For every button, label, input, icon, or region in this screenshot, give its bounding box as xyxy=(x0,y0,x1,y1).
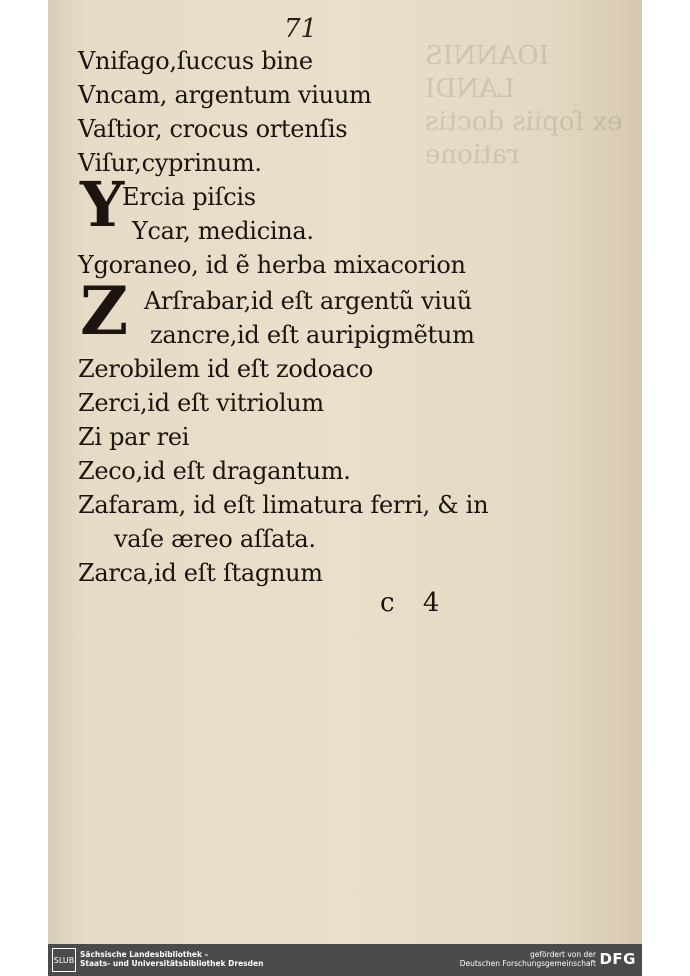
entry-line: Vncam, argentum viuum xyxy=(78,81,372,109)
funding-line-2: Deutschen Forschungsgemeinschaft xyxy=(459,959,596,968)
entry-line: Zi par rei xyxy=(78,423,190,451)
slub-logo-icon: SLUB xyxy=(52,948,76,972)
drop-cap-z: Z xyxy=(80,272,129,350)
library-line-1: Sächsische Landesbibliothek – xyxy=(80,950,209,959)
entry-line: Zeco,id eſt dragantum. xyxy=(78,457,351,485)
signature-mark: c 4 xyxy=(380,588,450,618)
page-number: 71 xyxy=(284,14,318,44)
entry-line: Viſur,cyprinum. xyxy=(78,149,262,177)
entry-line: Vnifago,ſuccus bine xyxy=(78,47,313,75)
footer-bar xyxy=(48,944,642,976)
entry-line: Zarca,id eſt ſtagnum xyxy=(78,559,323,587)
entry-line: Ygoraneo, id ẽ herba mixacorion xyxy=(78,251,466,279)
funding-credit xyxy=(460,950,596,968)
show-through-text: IOANNIS LANDI ex ſopiis doctis ratione xyxy=(424,41,622,170)
dfg-logo-icon: DFG xyxy=(599,950,636,968)
entry-line: Ercia piſcis xyxy=(122,183,256,211)
drop-cap-y: Y xyxy=(80,168,125,241)
library-credit xyxy=(80,950,263,968)
entry-line: Vaſtior, crocus ortenſis xyxy=(78,115,348,143)
entry-line: Zerci,id eſt vitriolum xyxy=(78,389,324,417)
library-line-2: Staats- und Universitätsbibliothek Dresden xyxy=(80,959,264,968)
entry-line: Zerobilem id eſt zodoaco xyxy=(78,355,374,383)
funding-line-1: gefördert von der xyxy=(530,950,596,959)
entry-line: vaſe æreo aſſata. xyxy=(114,525,316,553)
entry-line: Zafaram, id eſt limatura ferri, & in xyxy=(78,491,489,519)
entry-line: Ycar, medicina. xyxy=(132,217,314,245)
entry-line: Arſrabar,id eſt argentũ viuũ xyxy=(144,287,472,315)
entry-line: zancre,id eſt auripigmẽtum xyxy=(150,321,475,349)
book-page xyxy=(48,0,642,944)
